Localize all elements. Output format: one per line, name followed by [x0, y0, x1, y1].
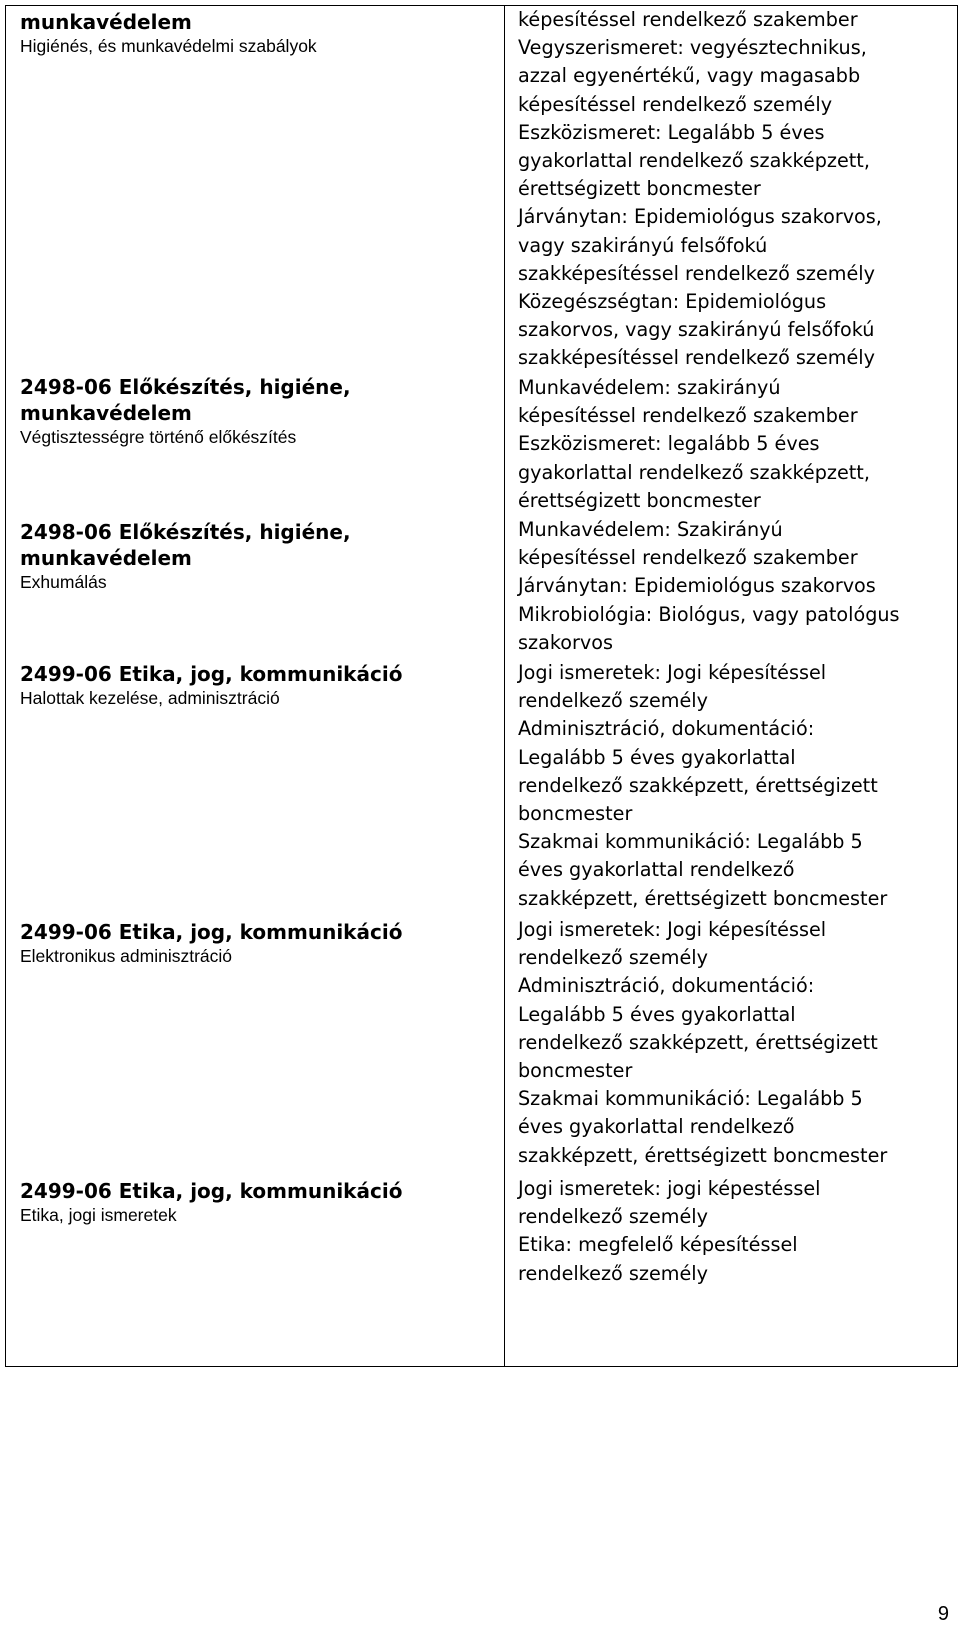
requirement-line: gyakorlattal rendelkező szakképzett,: [518, 149, 870, 173]
requirement-line: Jogi ismeretek: Jogi képesítéssel: [518, 661, 827, 684]
requirement-line: vagy szakirányú felsőfokú: [518, 233, 768, 257]
requirement-line: szakképesítéssel rendelkező személy: [518, 346, 875, 370]
module-subtitle: Végtisztességre történő előkészítés: [20, 427, 297, 447]
requirement-line: Eszközismeret: legalább 5 éves: [518, 432, 820, 456]
requirement-line: Vegyszerismeret: vegyésztechnikus,: [518, 36, 867, 60]
requirement-line: gyakorlattal rendelkező szakképzett,: [518, 460, 870, 484]
requirement-line: boncmester: [518, 1059, 633, 1083]
module-entry: [6, 658, 402, 709]
requirement-line: rendelkező személy: [518, 1261, 708, 1285]
requirement-group: [505, 6, 882, 373]
requirement-line: Járványtan: Epidemiológus szakorvos,: [518, 205, 882, 229]
requirement-line: képesítéssel rendelkező szakember: [518, 8, 858, 31]
requirements-table: [5, 5, 958, 1367]
requirement-line: képesítéssel rendelkező szakember: [518, 404, 858, 428]
requirement-line: azzal egyenértékű, vagy magasabb: [518, 64, 861, 88]
module-entry: [6, 516, 351, 593]
requirement-line: Jogi ismeretek: jogi képestéssel: [518, 1177, 821, 1200]
module-title: munkavédelem: [20, 10, 192, 34]
module-subtitle: Higiénés, és munkavédelmi szabályok: [20, 36, 317, 56]
instructor-requirements-column: [505, 6, 958, 1367]
module-subtitle: Exhumálás: [20, 572, 107, 592]
requirement-line: Közegészségtan: Epidemiológus: [518, 290, 827, 314]
requirement-line: szakképesítéssel rendelkező személy: [518, 261, 875, 285]
requirement-group: [505, 916, 887, 1170]
module-title: 2499-06 Etika, jog, kommunikáció: [20, 920, 403, 944]
requirement-line: érettségizett boncmester: [518, 488, 761, 512]
requirement-line: Szakmai kommunikáció: Legalább 5: [518, 830, 863, 854]
requirement-line: szakképzett, érettségizett boncmester: [518, 1143, 888, 1167]
requirement-line: rendelkező személy: [518, 946, 708, 970]
module-entry: [6, 916, 402, 967]
module-entry: [6, 371, 351, 448]
requirement-line: éves gyakorlattal rendelkező: [518, 1115, 795, 1139]
requirement-group: [505, 1175, 820, 1288]
modules-column: [6, 6, 505, 1367]
requirement-line: rendelkező személy: [518, 1205, 708, 1229]
requirement-line: Munkavédelem: Szakirányú: [518, 518, 783, 541]
module-subtitle: Elektronikus adminisztráció: [20, 946, 233, 966]
requirement-line: szakorvos: [518, 630, 613, 654]
requirement-line: képesítéssel rendelkező személy: [518, 92, 833, 116]
module-title: 2499-06 Etika, jog, kommunikáció: [20, 1179, 403, 1203]
requirement-line: Adminisztráció, dokumentáció:: [518, 974, 815, 998]
module-title: munkavédelem: [20, 401, 192, 425]
module-subtitle: Etika, jogi ismeretek: [20, 1205, 177, 1225]
module-entry: [6, 1175, 402, 1226]
requirement-line: Munkavédelem: szakirányú: [518, 376, 781, 399]
requirement-line: szakképzett, érettségizett boncmester: [518, 886, 888, 910]
requirement-line: szakorvos, vagy szakirányú felsőfokú: [518, 318, 875, 342]
requirement-line: Adminisztráció, dokumentáció:: [518, 717, 815, 741]
requirement-line: rendelkező szakképzett, érettségizett: [518, 773, 878, 797]
requirement-group: [505, 374, 870, 515]
module-title: 2498-06 Előkészítés, higiéne,: [20, 375, 351, 399]
requirement-line: Legalább 5 éves gyakorlattal: [518, 745, 796, 769]
requirement-line: Legalább 5 éves gyakorlattal: [518, 1002, 796, 1026]
module-subtitle: Halottak kezelése, adminisztráció: [20, 688, 280, 708]
module-title: munkavédelem: [20, 546, 192, 570]
requirement-line: éves gyakorlattal rendelkező: [518, 858, 795, 882]
module-entry: [6, 6, 317, 57]
requirement-line: boncmester: [518, 802, 633, 826]
module-title: 2498-06 Előkészítés, higiéne,: [20, 520, 351, 544]
requirement-line: Jogi ismeretek: Jogi képesítéssel: [518, 918, 827, 941]
table-row: [6, 6, 958, 1367]
requirement-line: Etika: megfelelő képesítéssel: [518, 1233, 798, 1257]
requirement-group: [505, 516, 900, 657]
requirement-line: Járványtan: Epidemiológus szakorvos: [518, 574, 876, 598]
module-title: 2499-06 Etika, jog, kommunikáció: [20, 662, 403, 686]
requirement-line: rendelkező szakképzett, érettségizett: [518, 1030, 878, 1054]
requirement-line: képesítéssel rendelkező szakember: [518, 546, 858, 570]
requirement-line: rendelkező személy: [518, 689, 708, 713]
requirement-line: Szakmai kommunikáció: Legalább 5: [518, 1087, 863, 1111]
requirement-line: Eszközismeret: Legalább 5 éves: [518, 120, 825, 144]
requirement-group: [505, 659, 887, 913]
requirement-line: Mikrobiológia: Biológus, vagy patológus: [518, 602, 900, 626]
requirement-line: érettségizett boncmester: [518, 177, 761, 201]
page-number: 9: [937, 1603, 949, 1625]
